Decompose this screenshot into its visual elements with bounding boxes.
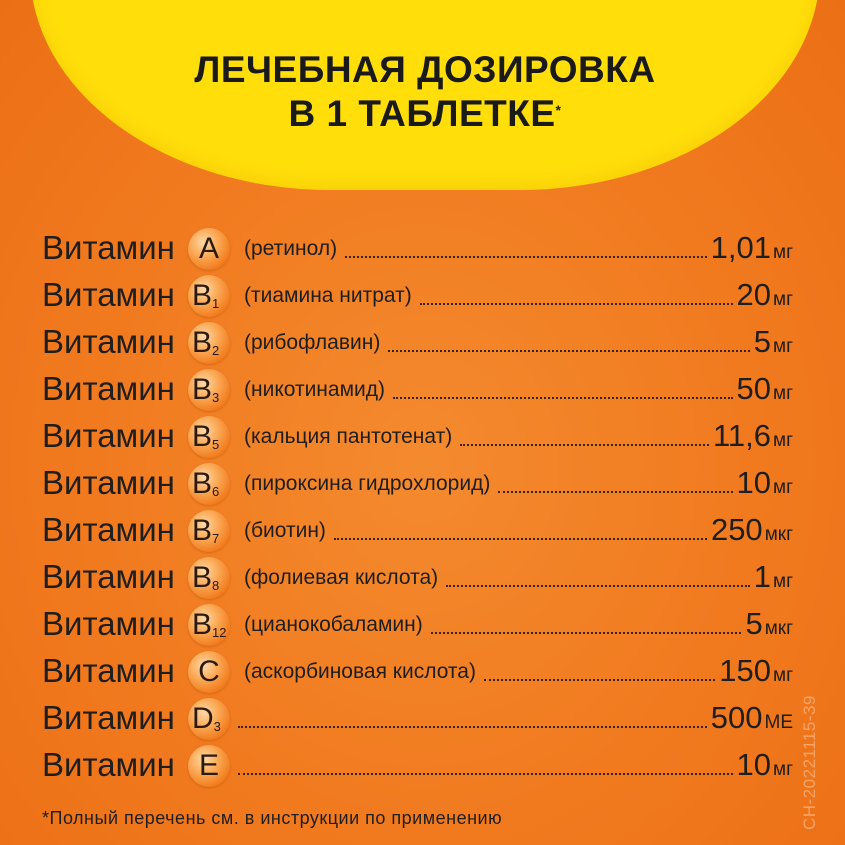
vitamin-word: Витамин bbox=[42, 652, 175, 689]
vitamin-letter bbox=[188, 463, 230, 505]
dose-value: 150 bbox=[719, 653, 771, 688]
vitamin-compound: (фолиевая кислота) bbox=[244, 566, 439, 589]
vitamin-dose bbox=[737, 369, 793, 414]
vitamin-dose bbox=[711, 228, 793, 273]
certificate-code: СН-20221115-39 bbox=[800, 695, 819, 830]
dose-unit: мг bbox=[773, 289, 793, 310]
vitamin-subscript: 1 bbox=[212, 296, 220, 311]
vitamin-letter-text: B bbox=[192, 373, 213, 406]
vitamin-row bbox=[0, 508, 845, 555]
dotted-leader bbox=[460, 444, 709, 446]
vitamin-badge bbox=[188, 651, 230, 693]
vitamin-subscript: 6 bbox=[212, 484, 220, 499]
vitamin-row bbox=[0, 555, 845, 602]
vitamin-subscript: 12 bbox=[212, 625, 227, 640]
vitamin-subscript: 2 bbox=[212, 343, 220, 358]
dose-value: 1,01 bbox=[710, 230, 771, 265]
title-line-1: ЛЕЧЕБНАЯ ДОЗИРОВКА bbox=[194, 49, 656, 90]
dose-unit: мг bbox=[773, 665, 793, 686]
vitamin-compound: (ретинол) bbox=[244, 237, 338, 260]
vitamin-row bbox=[0, 367, 845, 414]
vitamin-row bbox=[0, 743, 845, 790]
vitamin-dose bbox=[754, 322, 793, 367]
vitamin-subscript: 3 bbox=[212, 390, 220, 405]
dose-unit: мкг bbox=[764, 618, 793, 639]
vitamin-badge bbox=[188, 604, 230, 646]
dose-unit: мг bbox=[773, 430, 793, 451]
dose-value: 10 bbox=[736, 747, 771, 782]
vitamin-compound: (цианокобаламин) bbox=[244, 613, 423, 636]
vitamin-letter-text: A bbox=[198, 232, 219, 265]
vitamin-word: Витамин bbox=[42, 558, 175, 595]
vitamin-subscript: 8 bbox=[212, 578, 220, 593]
vitamin-letter bbox=[188, 275, 230, 317]
vitamin-word: Витамин bbox=[42, 370, 175, 407]
dotted-leader bbox=[334, 538, 707, 540]
vitamin-letter bbox=[188, 510, 230, 552]
vitamin-compound: (тиамина нитрат) bbox=[244, 284, 412, 307]
vitamin-dose bbox=[713, 416, 793, 461]
dotted-leader bbox=[238, 726, 707, 728]
vitamin-dose bbox=[737, 463, 793, 508]
vitamin-letter bbox=[188, 228, 230, 270]
dose-value: 250 bbox=[710, 512, 763, 547]
vitamin-row bbox=[0, 602, 845, 649]
vitamin-letter-text: B bbox=[192, 420, 213, 453]
dose-value: 500 bbox=[710, 700, 763, 735]
vitamin-row bbox=[0, 226, 845, 273]
vitamin-dose bbox=[745, 604, 793, 649]
vitamin-word: Витамин bbox=[42, 276, 175, 313]
dose-unit: мкг bbox=[764, 524, 793, 545]
vitamin-subscript: 7 bbox=[212, 531, 220, 546]
vitamin-dose bbox=[737, 745, 793, 790]
dose-value: 1 bbox=[753, 559, 771, 594]
vitamin-letter bbox=[188, 698, 230, 740]
vitamin-letter bbox=[188, 557, 230, 599]
vitamin-letter-text: B bbox=[192, 326, 213, 359]
dotted-leader bbox=[431, 632, 742, 634]
vitamin-letter bbox=[188, 745, 230, 787]
dose-value: 5 bbox=[753, 324, 771, 359]
vitamin-letter-text: B bbox=[192, 279, 213, 312]
vitamin-word: Витамин bbox=[42, 417, 175, 454]
vitamin-dose bbox=[754, 557, 793, 602]
dotted-leader bbox=[446, 585, 750, 587]
vitamin-row bbox=[0, 461, 845, 508]
dose-unit: МЕ bbox=[764, 712, 793, 733]
dose-unit: мг bbox=[773, 759, 793, 780]
vitamin-letter-text: B bbox=[192, 514, 213, 547]
vitamin-letter-text: B bbox=[192, 467, 213, 500]
vitamin-dose bbox=[711, 510, 793, 555]
page-title bbox=[30, 48, 820, 136]
vitamin-badge bbox=[188, 698, 230, 740]
vitamin-compound: (рибофлавин) bbox=[244, 331, 381, 354]
dotted-leader bbox=[393, 397, 733, 399]
vitamin-letter-text: D bbox=[192, 702, 214, 735]
vitamin-letter bbox=[188, 651, 230, 693]
dose-value: 11,6 bbox=[712, 418, 771, 453]
dose-unit: мг bbox=[773, 383, 793, 404]
vitamin-compound: (пироксина гидрохлорид) bbox=[244, 472, 491, 495]
dotted-leader bbox=[238, 773, 733, 775]
vitamin-subscript: 3 bbox=[213, 719, 221, 734]
vitamin-word: Витамин bbox=[42, 229, 175, 266]
dotted-leader bbox=[484, 679, 715, 681]
vitamin-word: Витамин bbox=[42, 605, 175, 642]
vitamin-letter bbox=[188, 416, 230, 458]
vitamin-row bbox=[0, 320, 845, 367]
dotted-leader bbox=[498, 491, 732, 493]
vitamin-row bbox=[0, 696, 845, 743]
vitamin-row bbox=[0, 649, 845, 696]
dose-value: 10 bbox=[736, 465, 771, 500]
vitamin-letter-text: C bbox=[198, 655, 220, 688]
vitamin-badge bbox=[188, 557, 230, 599]
title-line-2-text: В 1 ТАБЛЕТКЕ bbox=[288, 93, 556, 134]
vitamin-compound: (биотин) bbox=[244, 519, 326, 542]
vitamin-badge bbox=[188, 745, 230, 787]
vitamin-word: Витамин bbox=[42, 323, 175, 360]
vitamin-word: Витамин bbox=[42, 746, 175, 783]
vitamin-letter-text: B bbox=[192, 608, 213, 641]
title-line-2 bbox=[30, 92, 820, 136]
vitamin-badge bbox=[188, 322, 230, 364]
title-footnote-mark: * bbox=[555, 102, 562, 118]
dose-value: 50 bbox=[736, 371, 771, 406]
vitamin-badge bbox=[188, 416, 230, 458]
dotted-leader bbox=[345, 256, 707, 258]
vitamin-letter bbox=[188, 322, 230, 364]
dose-unit: мг bbox=[773, 477, 793, 498]
dotted-leader bbox=[388, 350, 749, 352]
vitamin-row bbox=[0, 414, 845, 461]
vitamin-row bbox=[0, 273, 845, 320]
vitamin-compound: (кальция пантотенат) bbox=[244, 425, 453, 448]
vitamin-compound: (аскорбиновая кислота) bbox=[244, 660, 476, 683]
footnote: *Полный перечень см. в инструкции по применению bbox=[42, 808, 503, 828]
vitamin-dose bbox=[737, 275, 793, 320]
dose-unit: мг bbox=[773, 242, 793, 263]
vitamin-letter bbox=[188, 604, 230, 646]
vitamin-word: Витамин bbox=[42, 511, 175, 548]
vitamin-word: Витамин bbox=[42, 464, 175, 501]
vitamin-dose bbox=[719, 651, 793, 696]
dose-unit: мг bbox=[773, 336, 793, 357]
vitamin-badge bbox=[188, 369, 230, 411]
dotted-leader bbox=[420, 303, 733, 305]
vitamin-compound: (никотинамид) bbox=[244, 378, 386, 401]
vitamin-letter bbox=[188, 369, 230, 411]
vitamin-dose bbox=[711, 698, 793, 743]
dose-unit: мг bbox=[773, 571, 793, 592]
vitamin-letter-text: E bbox=[198, 749, 219, 782]
vitamin-subscript: 5 bbox=[212, 437, 220, 452]
dose-value: 20 bbox=[736, 277, 771, 312]
dose-value: 5 bbox=[745, 606, 763, 641]
vitamin-badge bbox=[188, 463, 230, 505]
vitamin-word: Витамин bbox=[42, 699, 175, 736]
vitamin-badge bbox=[188, 275, 230, 317]
vitamin-badge bbox=[188, 510, 230, 552]
vitamin-badge bbox=[188, 228, 230, 270]
vitamin-letter-text: B bbox=[192, 561, 213, 594]
